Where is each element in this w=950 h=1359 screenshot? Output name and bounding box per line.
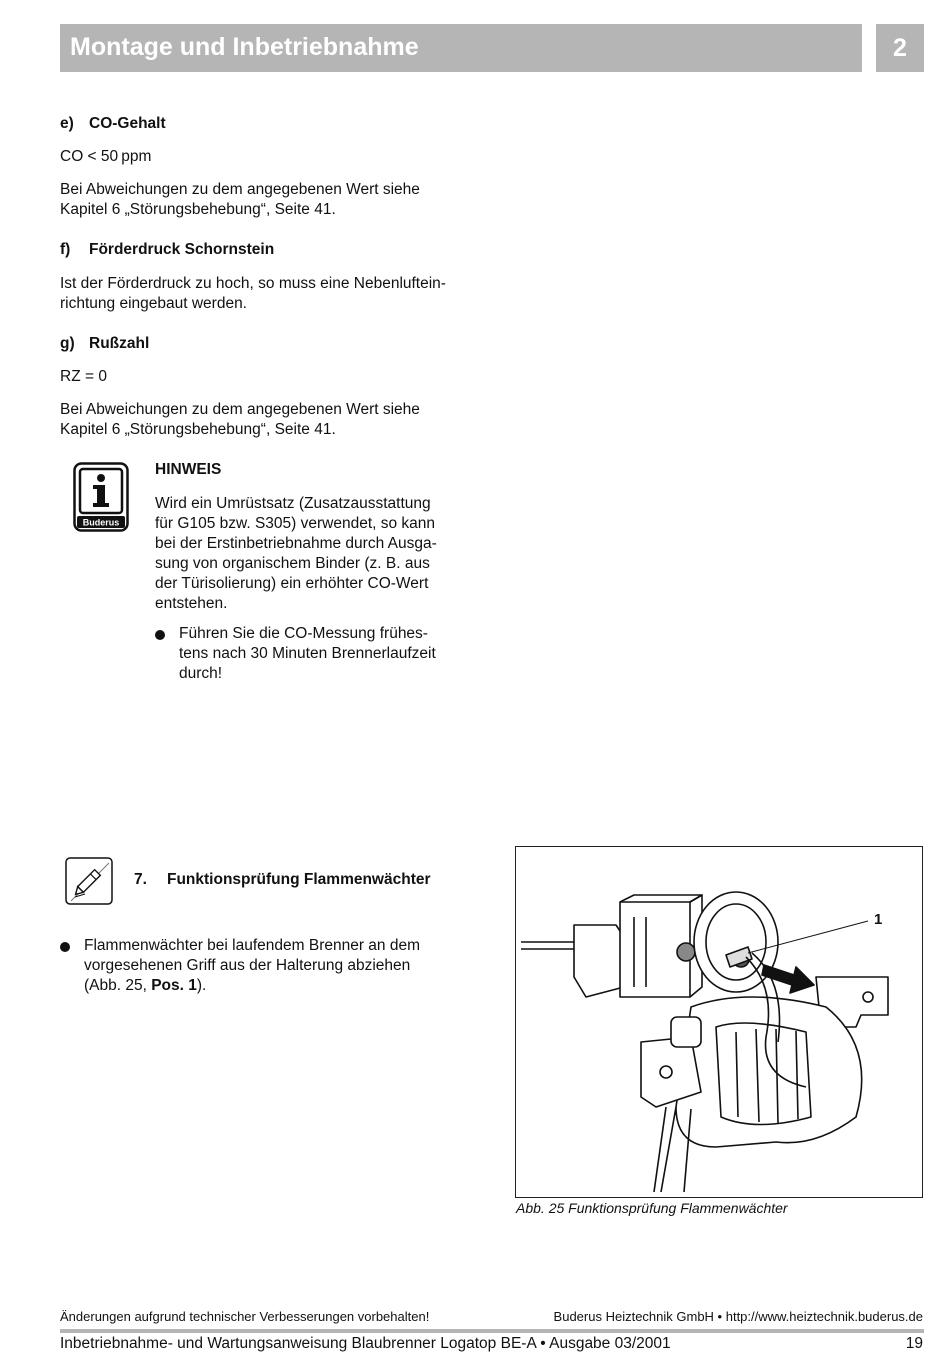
- hinweis-title: HINWEIS: [155, 461, 222, 478]
- step-number: 7.: [134, 871, 147, 888]
- footer-disclaimer: Änderungen aufgrund technischer Verbesserungen vorbehalten!: [60, 1309, 430, 1324]
- section-f-label: f): [60, 241, 71, 258]
- hinweis-bullet-line: tens nach 30 Minuten Brennerlaufzeit: [179, 645, 436, 662]
- hinweis-line: für G105 bzw. S305) verwendet, so kann: [155, 515, 436, 532]
- hinweis-line: der Türisolierung) ein erhöhter CO-Wert: [155, 575, 429, 592]
- hinweis-line: Wird ein Umrüstsatz (Zusatzausstattung: [155, 495, 431, 512]
- section-e-label: e): [60, 115, 74, 132]
- pencil-icon: [65, 857, 113, 905]
- position-reference: Pos. 1: [151, 977, 197, 994]
- section-g-text-line2: Kapitel 6 „Störungsbehebung“, Seite 41.: [60, 421, 336, 438]
- bullet-icon: [60, 942, 70, 952]
- info-icon: [73, 462, 129, 532]
- section-g-text-line1: Bei Abweichungen zu dem angegebenen Wert siehe: [60, 401, 420, 418]
- hinweis-bullet-line: Führen Sie die CO-Messung frühes-: [179, 625, 428, 642]
- section-e-value: CO < 50 ppm: [60, 148, 152, 165]
- hinweis-line: sung von organischem Binder (z. B. aus: [155, 555, 430, 572]
- section-g-label: g): [60, 335, 75, 352]
- step-bullet-line: [84, 976, 206, 996]
- step-bullet-text: (Abb. 25,: [84, 977, 152, 994]
- footer-company: Buderus Heiztechnik GmbH • http://www.heiztechnik.buderus.de: [553, 1309, 923, 1324]
- section-g-heading: [60, 334, 149, 354]
- chapter-number: 2: [876, 24, 924, 72]
- section-g-title: Rußzahl: [89, 335, 150, 352]
- figure-caption: Abb. 25 Funktionsprüfung Flammenwächter: [516, 1200, 788, 1216]
- section-e-text-line2: Kapitel 6 „Störungsbehebung“, Seite 41.: [60, 201, 336, 218]
- buderus-logo-text: Buderus: [82, 517, 120, 528]
- step-bullet-line: Flammenwächter bei laufendem Brenner an dem: [84, 937, 421, 954]
- section-e-text-line1: Bei Abweichungen zu dem angegebenen Wert siehe: [60, 181, 420, 198]
- section-e-heading: [60, 114, 166, 134]
- page-title: Montage und Inbetriebnahme: [70, 33, 419, 61]
- hinweis-line: entstehen.: [155, 595, 228, 612]
- page-number: 19: [905, 1335, 923, 1352]
- hinweis-line: bei der Erstinbetriebnahme durch Ausga-: [155, 535, 437, 552]
- burner-illustration: [516, 847, 922, 1197]
- section-f-title: Förderdruck Schornstein: [89, 241, 275, 258]
- step-7-heading: [134, 870, 431, 890]
- footer-divider: [60, 1329, 924, 1333]
- figure-frame: [515, 846, 923, 1198]
- figure-callout-1: 1: [874, 911, 883, 928]
- step-bullet-line: vorgesehenen Griff aus der Halterung abziehen: [84, 957, 411, 974]
- footer-document-title: Inbetriebnahme- und Wartungsanweisung Blaubrenner Logatop BE-A • Ausgabe 03/2001: [60, 1335, 671, 1352]
- bullet-icon: [155, 630, 165, 640]
- section-e-title: CO-Gehalt: [89, 115, 166, 132]
- step-title: Funktionsprüfung Flammenwächter: [167, 871, 431, 888]
- step-bullet-text: ).: [196, 977, 207, 994]
- section-g-value: RZ = 0: [60, 368, 107, 385]
- section-f-text-line1: Ist der Förderdruck zu hoch, so muss eine Nebenluftein-: [60, 275, 446, 292]
- section-f-heading: [60, 240, 274, 260]
- section-f-text-line2: richtung eingebaut werden.: [60, 295, 247, 312]
- hinweis-bullet-line: durch!: [179, 665, 223, 682]
